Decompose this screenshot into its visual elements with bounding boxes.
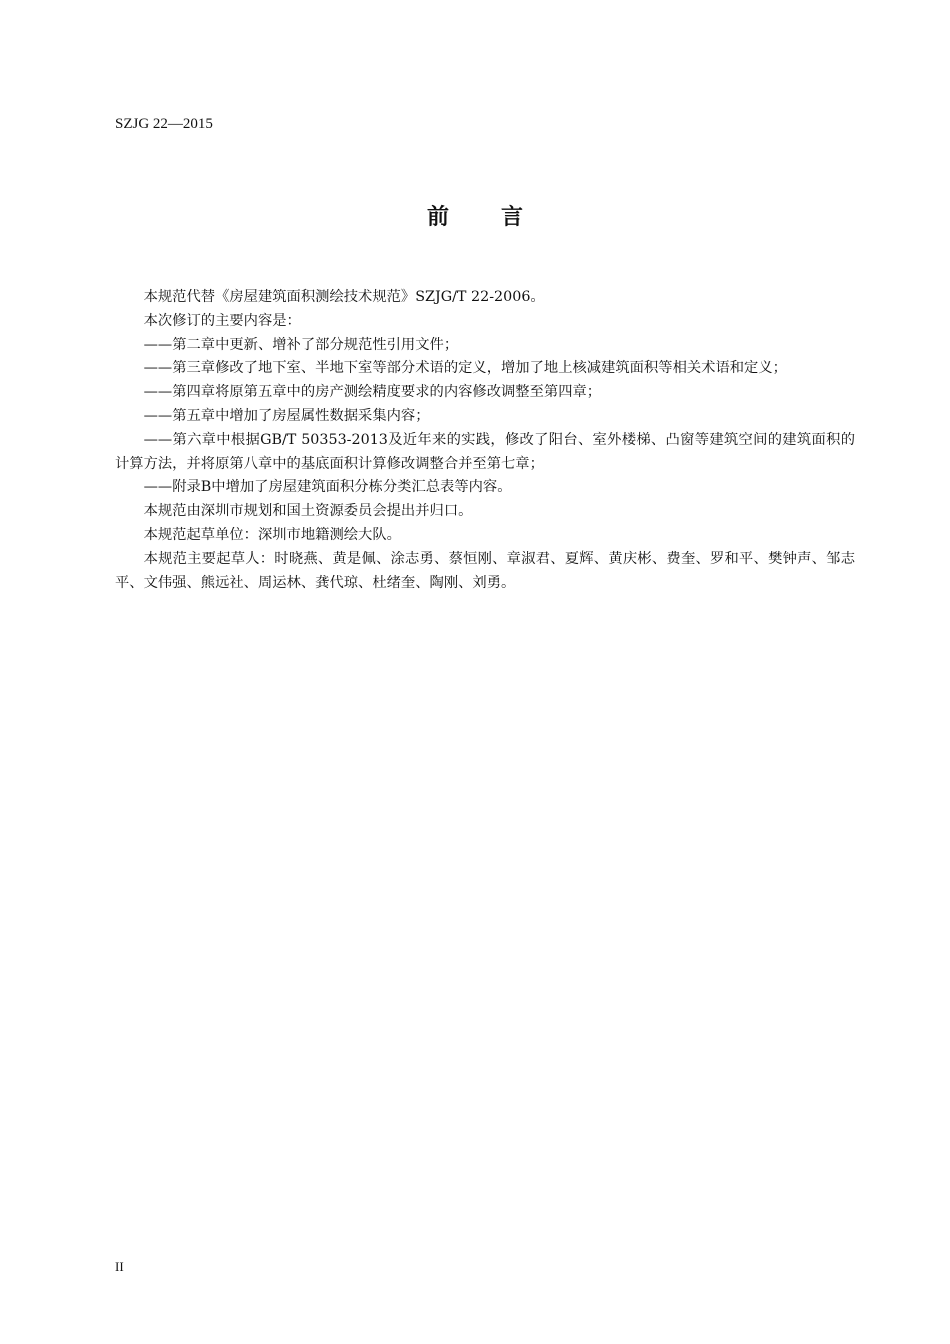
document-code: SZJG 22—2015 bbox=[115, 116, 213, 132]
paragraph-revision-item: ——第三章修改了地下室、半地下室等部分术语的定义，增加了地上核减建筑面积等相关术语和定义； bbox=[143, 360, 787, 377]
paragraph-proposer: 本规范由深圳市规划和国土资源委员会提出并归口。 bbox=[143, 503, 473, 520]
page-title: 前言 bbox=[426, 205, 575, 230]
paragraph-revision-intro: 本次修订的主要内容是： bbox=[143, 312, 301, 329]
paragraph-revision-item: ——第四章将原第五章中的房产测绘精度要求的内容修改调整至第四章； bbox=[143, 384, 602, 401]
paragraph-replacement-note: 本规范代替《房屋建筑面积测绘技术规范》SZJG/T 22-2006。 bbox=[143, 289, 545, 305]
paragraph-revision-item: ——第六章中根据GB/T 50353-2013及近年来的实践，修改了阳台、室外楼梯、凸窗等建筑空间的建筑面积的计算方法，并将原第八章中的基底面积计算修改调整合并至第七章； bbox=[115, 431, 855, 472]
preface-body bbox=[115, 286, 855, 595]
page-number: II bbox=[115, 1259, 124, 1274]
paragraph-revision-item: ——附录B中增加了房屋建筑面积分栋分类汇总表等内容。 bbox=[143, 479, 512, 496]
paragraph-revision-item: ——第二章中更新、增补了部分规范性引用文件； bbox=[143, 336, 459, 353]
paragraph-drafting-unit: 本规范起草单位：深圳市地籍测绘大队。 bbox=[143, 526, 401, 543]
paragraph-drafters: 本规范主要起草人：时晓燕、黄是佩、涂志勇、蔡恒刚、章淑君、夏辉、黄庆彬、费奎、罗和平、樊钟声、邹志平、文伟强、熊远社、周运林、龚代琼、杜绪奎、陶刚、刘勇。 bbox=[115, 550, 855, 591]
paragraph-revision-item: ——第五章中增加了房屋属性数据采集内容； bbox=[143, 407, 430, 424]
